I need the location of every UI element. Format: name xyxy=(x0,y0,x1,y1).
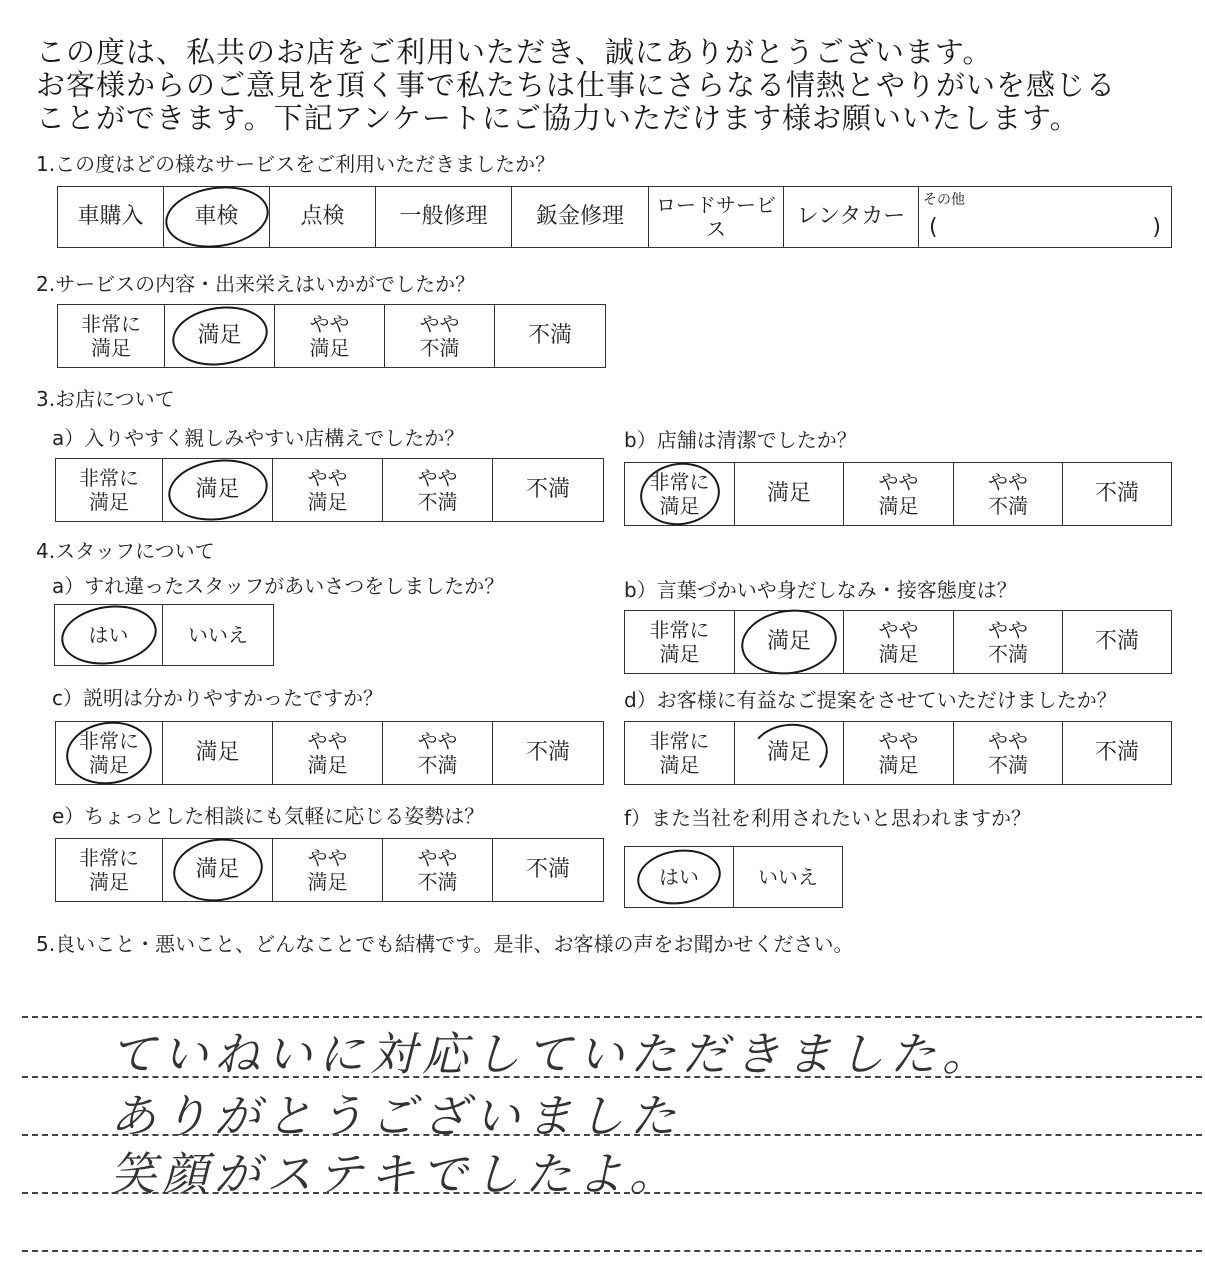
q1-option-rental-car[interactable] xyxy=(784,187,919,247)
other-paren-close: ) xyxy=(1152,215,1161,240)
q1-options xyxy=(57,186,1172,248)
option-label: 不満 xyxy=(1094,481,1139,506)
option-label: 満足 xyxy=(195,857,240,882)
q3b-option-very-satisfied[interactable] xyxy=(625,463,735,525)
q4c-option-somewhat-dissatisfied[interactable] xyxy=(383,722,493,784)
option-label: やや 不満 xyxy=(988,470,1028,518)
q4d-options xyxy=(624,721,1172,785)
q4d-option-very-satisfied[interactable] xyxy=(625,722,735,784)
option-label: 非常に 満足 xyxy=(79,729,139,777)
q3b-option-somewhat-satisfied[interactable] xyxy=(844,463,954,525)
option-label: やや 不満 xyxy=(988,618,1028,666)
q1-label: 1.この度はどの様なサービスをご利用いただきましたか？ xyxy=(36,152,556,176)
option-label: 不満 xyxy=(527,323,572,348)
option-label: 満足 xyxy=(766,629,811,654)
option-label: やや 不満 xyxy=(417,466,458,514)
option-label: いいえ xyxy=(188,623,248,647)
q4b-option-satisfied[interactable] xyxy=(735,611,844,673)
option-label: やや 満足 xyxy=(878,470,919,518)
q4e-options xyxy=(55,838,604,902)
q1-option-general-repair[interactable] xyxy=(376,187,512,247)
q2-option-satisfied[interactable] xyxy=(165,305,275,367)
q4b-option-somewhat-dissatisfied[interactable] xyxy=(954,611,1063,673)
option-label: 非常に 満足 xyxy=(81,312,141,360)
q3a-option-dissatisfied[interactable] xyxy=(493,459,603,521)
intro-line: この度は、私共のお店をご利用いただき、誠にありがとうございます。 xyxy=(36,35,993,69)
q4c-option-dissatisfied[interactable] xyxy=(493,722,603,784)
option-label: やや 満足 xyxy=(878,618,919,666)
option-label: 車購入 xyxy=(77,204,144,229)
intro-text xyxy=(36,36,1196,135)
q4e-option-very-satisfied[interactable] xyxy=(56,839,163,901)
option-label: 満足 xyxy=(766,481,811,506)
q4a-option-yes[interactable] xyxy=(55,605,163,665)
option-label: 非常に 満足 xyxy=(649,470,710,518)
q2-option-very-satisfied[interactable] xyxy=(58,305,165,367)
q4f-option-no[interactable] xyxy=(734,847,842,907)
handwritten-comment-line: 笑顔がステキでしたよ。 xyxy=(110,1147,682,1201)
q4c-option-somewhat-satisfied[interactable] xyxy=(273,722,383,784)
q4b-option-dissatisfied[interactable] xyxy=(1063,611,1171,673)
q1-option-sheet-metal[interactable] xyxy=(512,187,649,247)
option-label: やや 不満 xyxy=(419,312,460,360)
q2-option-somewhat-satisfied[interactable] xyxy=(275,305,385,367)
intro-line: お客様からのご意見を頂く事で私たちは仕事にさらなる情熱とやりがいを感じる xyxy=(36,68,1117,102)
q1-option-other[interactable] xyxy=(919,187,1171,247)
q4e-option-somewhat-satisfied[interactable] xyxy=(273,839,383,901)
q4e-option-dissatisfied[interactable] xyxy=(493,839,603,901)
q3-label: 3.お店について xyxy=(36,387,175,411)
q2-option-dissatisfied[interactable] xyxy=(495,305,605,367)
option-label: はい xyxy=(88,623,129,647)
other-paren-open: ( xyxy=(929,215,938,240)
option-label: はい xyxy=(659,865,699,889)
option-label: やや 満足 xyxy=(309,312,350,360)
option-label: 不満 xyxy=(525,740,570,765)
q5-label: 5.良いこと・悪いこと、どんなことでも結構です。是非、お客様の声をお聞かせください。 xyxy=(36,932,854,956)
option-label: ロードサービス xyxy=(656,193,776,241)
q4f-label: f）また当社を利用されたいと思われますか？ xyxy=(624,806,1032,830)
q4e-option-somewhat-dissatisfied[interactable] xyxy=(383,839,493,901)
q4c-options xyxy=(55,721,604,785)
option-label: 点検 xyxy=(300,204,345,229)
handwritten-comment-line: ありがとうございました xyxy=(110,1089,682,1143)
option-label: やや 不満 xyxy=(417,729,458,777)
other-label: その他 xyxy=(923,192,965,208)
q4a-options xyxy=(54,604,274,666)
option-label: 不満 xyxy=(1094,629,1139,654)
q4d-option-satisfied[interactable] xyxy=(735,722,844,784)
q2-option-somewhat-dissatisfied[interactable] xyxy=(385,305,495,367)
q4b-option-very-satisfied[interactable] xyxy=(625,611,735,673)
option-label: レンタカー xyxy=(796,204,906,229)
q3b-option-dissatisfied[interactable] xyxy=(1063,463,1171,525)
option-label: やや 満足 xyxy=(307,729,348,777)
option-label: 車検 xyxy=(194,204,239,229)
q4e-option-satisfied[interactable] xyxy=(163,839,273,901)
option-label: 非常に 満足 xyxy=(649,618,710,666)
q1-option-shaken[interactable] xyxy=(164,187,270,247)
q3a-option-somewhat-dissatisfied[interactable] xyxy=(383,459,493,521)
option-label: やや 不満 xyxy=(988,729,1028,777)
q1-option-inspection[interactable] xyxy=(270,187,376,247)
q3a-option-very-satisfied[interactable] xyxy=(56,459,163,521)
q4b-option-somewhat-satisfied[interactable] xyxy=(844,611,954,673)
option-label: やや 満足 xyxy=(307,466,348,514)
option-label: 満足 xyxy=(195,477,240,502)
q3b-option-satisfied[interactable] xyxy=(735,463,844,525)
q3a-label: a）入りやすく親しみやすい店構えでしたか？ xyxy=(52,426,465,450)
q3b-option-somewhat-dissatisfied[interactable] xyxy=(954,463,1063,525)
q2-label: 2.サービスの内容・出来栄えはいかがでしたか？ xyxy=(36,272,476,296)
q1-option-road-service[interactable] xyxy=(649,187,784,247)
q3b-options xyxy=(624,462,1172,526)
q3a-option-satisfied[interactable] xyxy=(163,459,273,521)
q1-option-car-purchase[interactable] xyxy=(58,187,164,247)
q4d-option-somewhat-dissatisfied[interactable] xyxy=(954,722,1063,784)
handwritten-comment-line: ていねいに対応していただきました。 xyxy=(110,1027,994,1081)
q4f-options xyxy=(624,846,843,908)
option-label: 満足 xyxy=(197,323,242,348)
option-label: 不満 xyxy=(525,857,570,882)
option-label: やや 満足 xyxy=(307,846,348,894)
option-label: いいえ xyxy=(758,865,818,889)
option-label: 満足 xyxy=(195,740,240,765)
option-label: 一般修理 xyxy=(399,204,488,229)
q4d-option-somewhat-satisfied[interactable] xyxy=(844,722,954,784)
answer-line xyxy=(22,1250,1202,1252)
q4a-option-no[interactable] xyxy=(163,605,273,665)
q4f-option-yes[interactable] xyxy=(625,847,734,907)
q4b-options xyxy=(624,610,1172,674)
q4-label: 4.スタッフについて xyxy=(36,539,215,563)
q2-options xyxy=(57,304,606,368)
q4d-option-dissatisfied[interactable] xyxy=(1063,722,1171,784)
option-label: 非常に 満足 xyxy=(649,729,710,777)
option-label: 鈑金修理 xyxy=(535,204,624,229)
q4e-label: e）ちょっとした相談にも気軽に応じる姿勢は？ xyxy=(52,804,485,828)
option-label: 非常に 満足 xyxy=(79,846,139,894)
option-label: やや 満足 xyxy=(878,729,919,777)
option-label: 不満 xyxy=(1094,740,1139,765)
q4b-label: b）言葉づかいや身だしなみ・接客態度は？ xyxy=(624,578,1017,602)
option-label: やや 不満 xyxy=(417,846,458,894)
option-label: 満足 xyxy=(766,740,811,765)
q4a-label: a）すれ違ったスタッフがあいさつをしましたか？ xyxy=(52,574,505,598)
intro-line: ことができます。下記アンケートにご協力いただけます様お願いいたします。 xyxy=(36,101,1080,135)
q3b-label: b）店舗は清潔でしたか？ xyxy=(624,428,857,452)
q4c-option-satisfied[interactable] xyxy=(163,722,273,784)
q4c-option-very-satisfied[interactable] xyxy=(56,722,163,784)
q4d-label: d）お客様に有益なご提案をさせていただけましたか？ xyxy=(624,688,1117,712)
q4c-label: c）説明は分かりやすかったですか？ xyxy=(52,686,383,710)
option-label: 非常に 満足 xyxy=(79,466,139,514)
option-label: 不満 xyxy=(525,477,570,502)
q3a-option-somewhat-satisfied[interactable] xyxy=(273,459,383,521)
q3a-options xyxy=(55,458,604,522)
